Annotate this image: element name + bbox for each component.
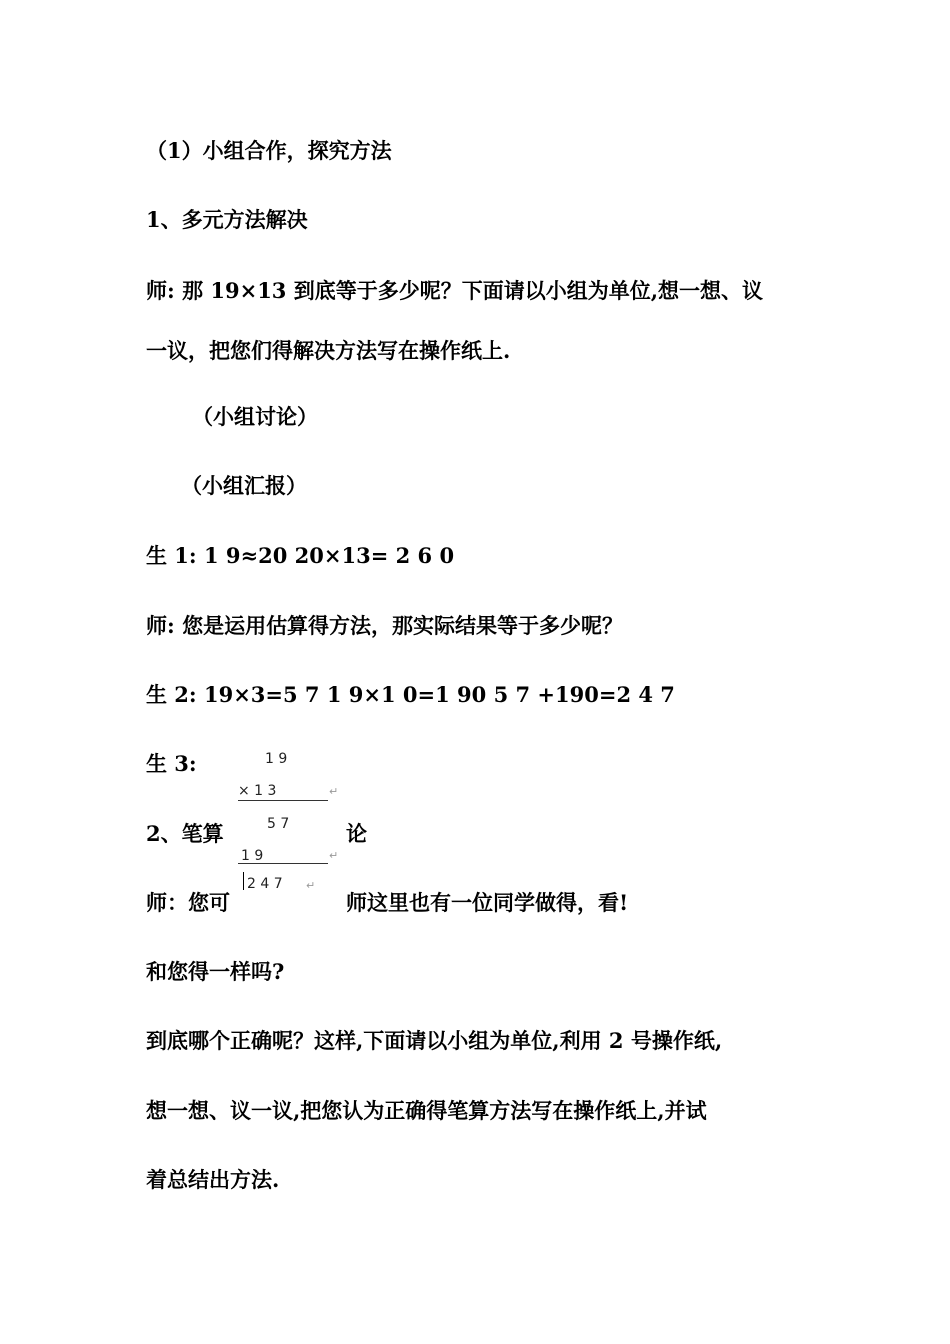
- student-2-answer: 生 2: 19×3=5 7 1 9×1 0=1 90 5 7 +190=2 4 7: [146, 682, 675, 707]
- subsection-heading-written-calc: 2、笔算: [146, 821, 224, 846]
- student-1-answer: 生 1: 1 9≈20 20×13= 2 6 0: [146, 543, 455, 568]
- text-cursor-icon: [243, 872, 244, 890]
- calc-row-partial-2: 1 9: [241, 848, 264, 864]
- group-report-note: （小组汇报）: [181, 473, 307, 498]
- return-mark-icon: ↵: [329, 849, 339, 862]
- vertical-multiplication: [232, 745, 344, 900]
- calc-row-partial-1: 5 7: [267, 816, 290, 832]
- subsection-heading: 1、多元方法解决: [146, 207, 308, 232]
- teacher-question-line-2: 一议，把您们得解决方法写在操作纸上.: [146, 338, 511, 363]
- return-mark-icon: ↵: [306, 879, 316, 892]
- teacher-response-2-end: 师这里也有一位同学做得，看!: [346, 890, 629, 915]
- group-discussion-note: （小组讨论）: [192, 404, 318, 429]
- calc-row-multiplicand: 1 9: [265, 751, 288, 767]
- section-heading: （1）小组合作，探究方法: [146, 138, 392, 163]
- teacher-instruction-line-2: 想一想、议一议,把您认为正确得笔算方法写在操作纸上,并试: [146, 1098, 707, 1123]
- teacher-response-2-start: 师：您可: [146, 890, 230, 915]
- return-mark-icon: ↵: [329, 785, 339, 798]
- calc-row-product: 2 4 7: [247, 876, 283, 892]
- teacher-instruction-line-3: 着总结出方法.: [146, 1167, 280, 1192]
- student-3-label: 生 3:: [146, 751, 197, 776]
- teacher-question-same: 和您得一样吗?: [146, 959, 285, 984]
- teacher-question-line-1: 师: 那 19×13 到底等于多少呢？下面请以小组为单位,想一想、议: [146, 278, 764, 303]
- calc-row-multiplier: × 1 3: [238, 783, 277, 799]
- calc-underline-2: [238, 863, 328, 864]
- subsection-heading-tail: 论: [346, 821, 367, 846]
- calc-underline-1: [238, 800, 328, 801]
- teacher-response-1: 师: 您是运用估算得方法，那实际结果等于多少呢？: [146, 613, 624, 638]
- teacher-instruction-line-1: 到底哪个正确呢？这样,下面请以小组为单位,利用 2 号操作纸,: [146, 1028, 723, 1053]
